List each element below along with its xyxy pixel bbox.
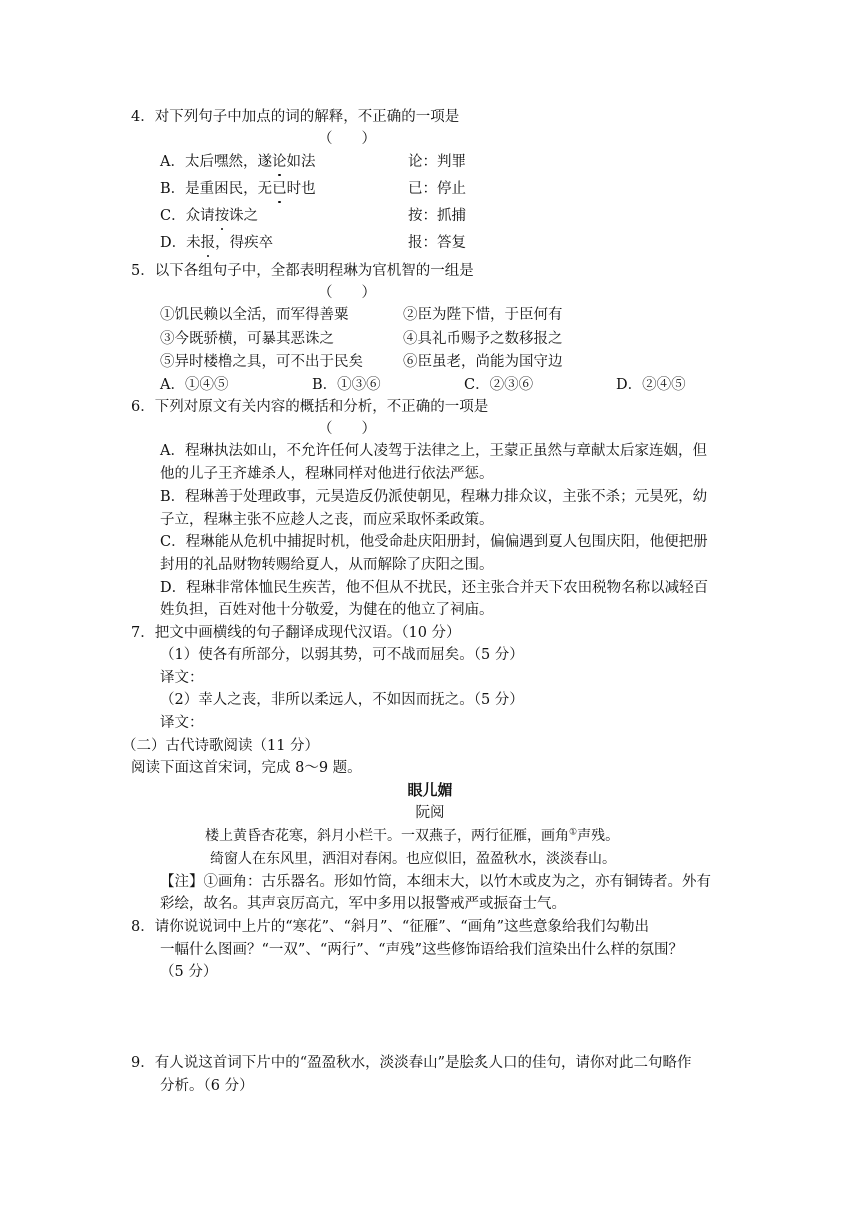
q7-sentence-2: （2）幸人之丧，非所以柔远人，不如因而抚之。（5 分） <box>160 692 524 708</box>
q7-sentence-1: （1）使各有所部分，以弱其势，可不战而屈矣。（5 分） <box>160 647 524 663</box>
q4-gloss-d: 报：答复 <box>408 235 466 251</box>
q6-stem: 6．下列对原文有关内容的概括和分析，不正确的一项是 <box>131 399 489 415</box>
q5-item-6: ⑥臣虽老，尚能为国守边 <box>403 354 563 370</box>
q6-line: C．程琳能从危机中捕捉时机，他受命赴庆阳册封，偏偏遇到夏人包围庆阳，他便把册 <box>160 534 708 550</box>
q5-item-5: ⑤异时楼橹之具，可不出于民矣 <box>160 354 363 370</box>
section-heading: （二）古代诗歌阅读（11 分） <box>122 738 320 754</box>
q5-choice-b: B．①③⑥ <box>312 377 381 393</box>
q8-score: （5 分） <box>160 964 218 980</box>
q4-option-b: B．是重困民，无已时也 <box>160 181 316 197</box>
q4-gloss-a: 论：判罪 <box>408 154 466 170</box>
poem-note-line: 彩绘，故名。其声哀厉高亢，军中多用以报警戒严或振奋士气。 <box>160 896 566 912</box>
q7-translation-1-label: 译文： <box>160 670 204 686</box>
q4-gloss-c: 按：抓捕 <box>408 208 466 224</box>
dotted-word: 报 <box>200 235 216 251</box>
dotted-word: 论 <box>271 154 287 170</box>
dotted-word: 按 <box>214 208 230 224</box>
footnote-marker: ① <box>569 827 578 838</box>
q7-stem: 7．把文中画横线的句子翻译成现代汉语。（10 分） <box>131 625 461 641</box>
q5-choice-c: C．②③⑥ <box>464 377 534 393</box>
q4-gloss-b: 已：停止 <box>408 181 466 197</box>
poem-line-1: 楼上黄昏杏花寒，斜月小栏干。一双燕子，两行征雁，画角①声残。 <box>205 827 620 844</box>
q4-answer-paren: （ ） <box>318 131 376 147</box>
section-intro: 阅读下面这首宋词，完成 8～9 题。 <box>131 760 362 776</box>
q6-answer-paren: （ ） <box>318 421 376 437</box>
q4-stem: 4．对下列句子中加点的词的解释，不正确的一项是 <box>131 109 460 125</box>
q5-item-3: ③今既骄横，可暴其恶诛之 <box>160 331 334 347</box>
poem-note-line: 【注】①画角：古乐器名。形如竹筒，本细末大，以竹木或皮为之，亦有铜铸者。外有 <box>160 874 711 890</box>
poem-title: 眼儿媚 <box>407 781 453 799</box>
q5-item-1: ①饥民赖以全活，而军得善粟 <box>160 307 349 323</box>
q5-stem: 5．以下各组句子中，全都表明程琳为官机智的一组是 <box>131 263 474 279</box>
q5-choice-d: D．②④⑤ <box>616 377 686 393</box>
q5-answer-paren: （ ） <box>318 285 376 301</box>
poem-line-2: 绮窗人在东风里，洒泪对春闲。也应似旧，盈盈秋水，淡淡春山。 <box>210 851 616 867</box>
q9-line: 分析。（6 分） <box>160 1078 254 1094</box>
q5-item-4: ④具礼币赐予之数移报之 <box>403 331 563 347</box>
dotted-word: 已 <box>272 181 287 197</box>
q5-item-2: ②臣为陛下惜，于臣何有 <box>403 307 563 323</box>
q6-line: 他的儿子王齐雄杀人，程琳同样对他进行依法严惩。 <box>160 466 494 482</box>
q8-line: 一幅什么图画？“一双”、“两行”、“声残”这些修饰语给我们渲染出什么样的氛围？ <box>160 942 683 958</box>
q8-line: 8．请你说说词中上片的“寒花”、“斜月”、“征雁”、“画角”这些意象给我们勾勒出 <box>131 919 650 935</box>
q4-option-c: C．众请按诛之 <box>160 208 259 224</box>
q7-translation-2-label: 译文： <box>160 715 204 731</box>
q5-choice-a: A．①④⑤ <box>160 377 229 393</box>
q6-line: A．程琳执法如山，不允许任何人凌驾于法律之上，王蒙正虽然与章献太后家连姻，但 <box>160 443 707 459</box>
q4-option-d: D．未报，得疾卒 <box>160 235 274 251</box>
q6-line: B．程琳善于处理政事，元昊造反仍派使朝见，程琳力排众议，主张不杀；元昊死，幼 <box>160 489 708 505</box>
q6-line: D．程琳非常体恤民生疾苦，他不但从不扰民，还主张合并天下农田税物名称以减轻百 <box>160 580 709 596</box>
poem-author: 阮阅 <box>415 805 445 821</box>
q4-option-a: A．太后嘿然，遂论如法 <box>160 154 316 170</box>
q6-line: 封用的礼品财物转赐给夏人，从而解除了庆阳之围。 <box>160 557 494 573</box>
q6-line: 子立，程琳主张不应趁人之丧，而应采取怀柔政策。 <box>160 512 494 528</box>
q9-line: 9．有人说这首词下片中的“盈盈秋水，淡淡春山”是脍炙人口的佳句，请你对此二句略作 <box>131 1055 692 1071</box>
q6-line: 姓负担，百姓对他十分敬爱，为健在的他立了祠庙。 <box>160 602 494 618</box>
